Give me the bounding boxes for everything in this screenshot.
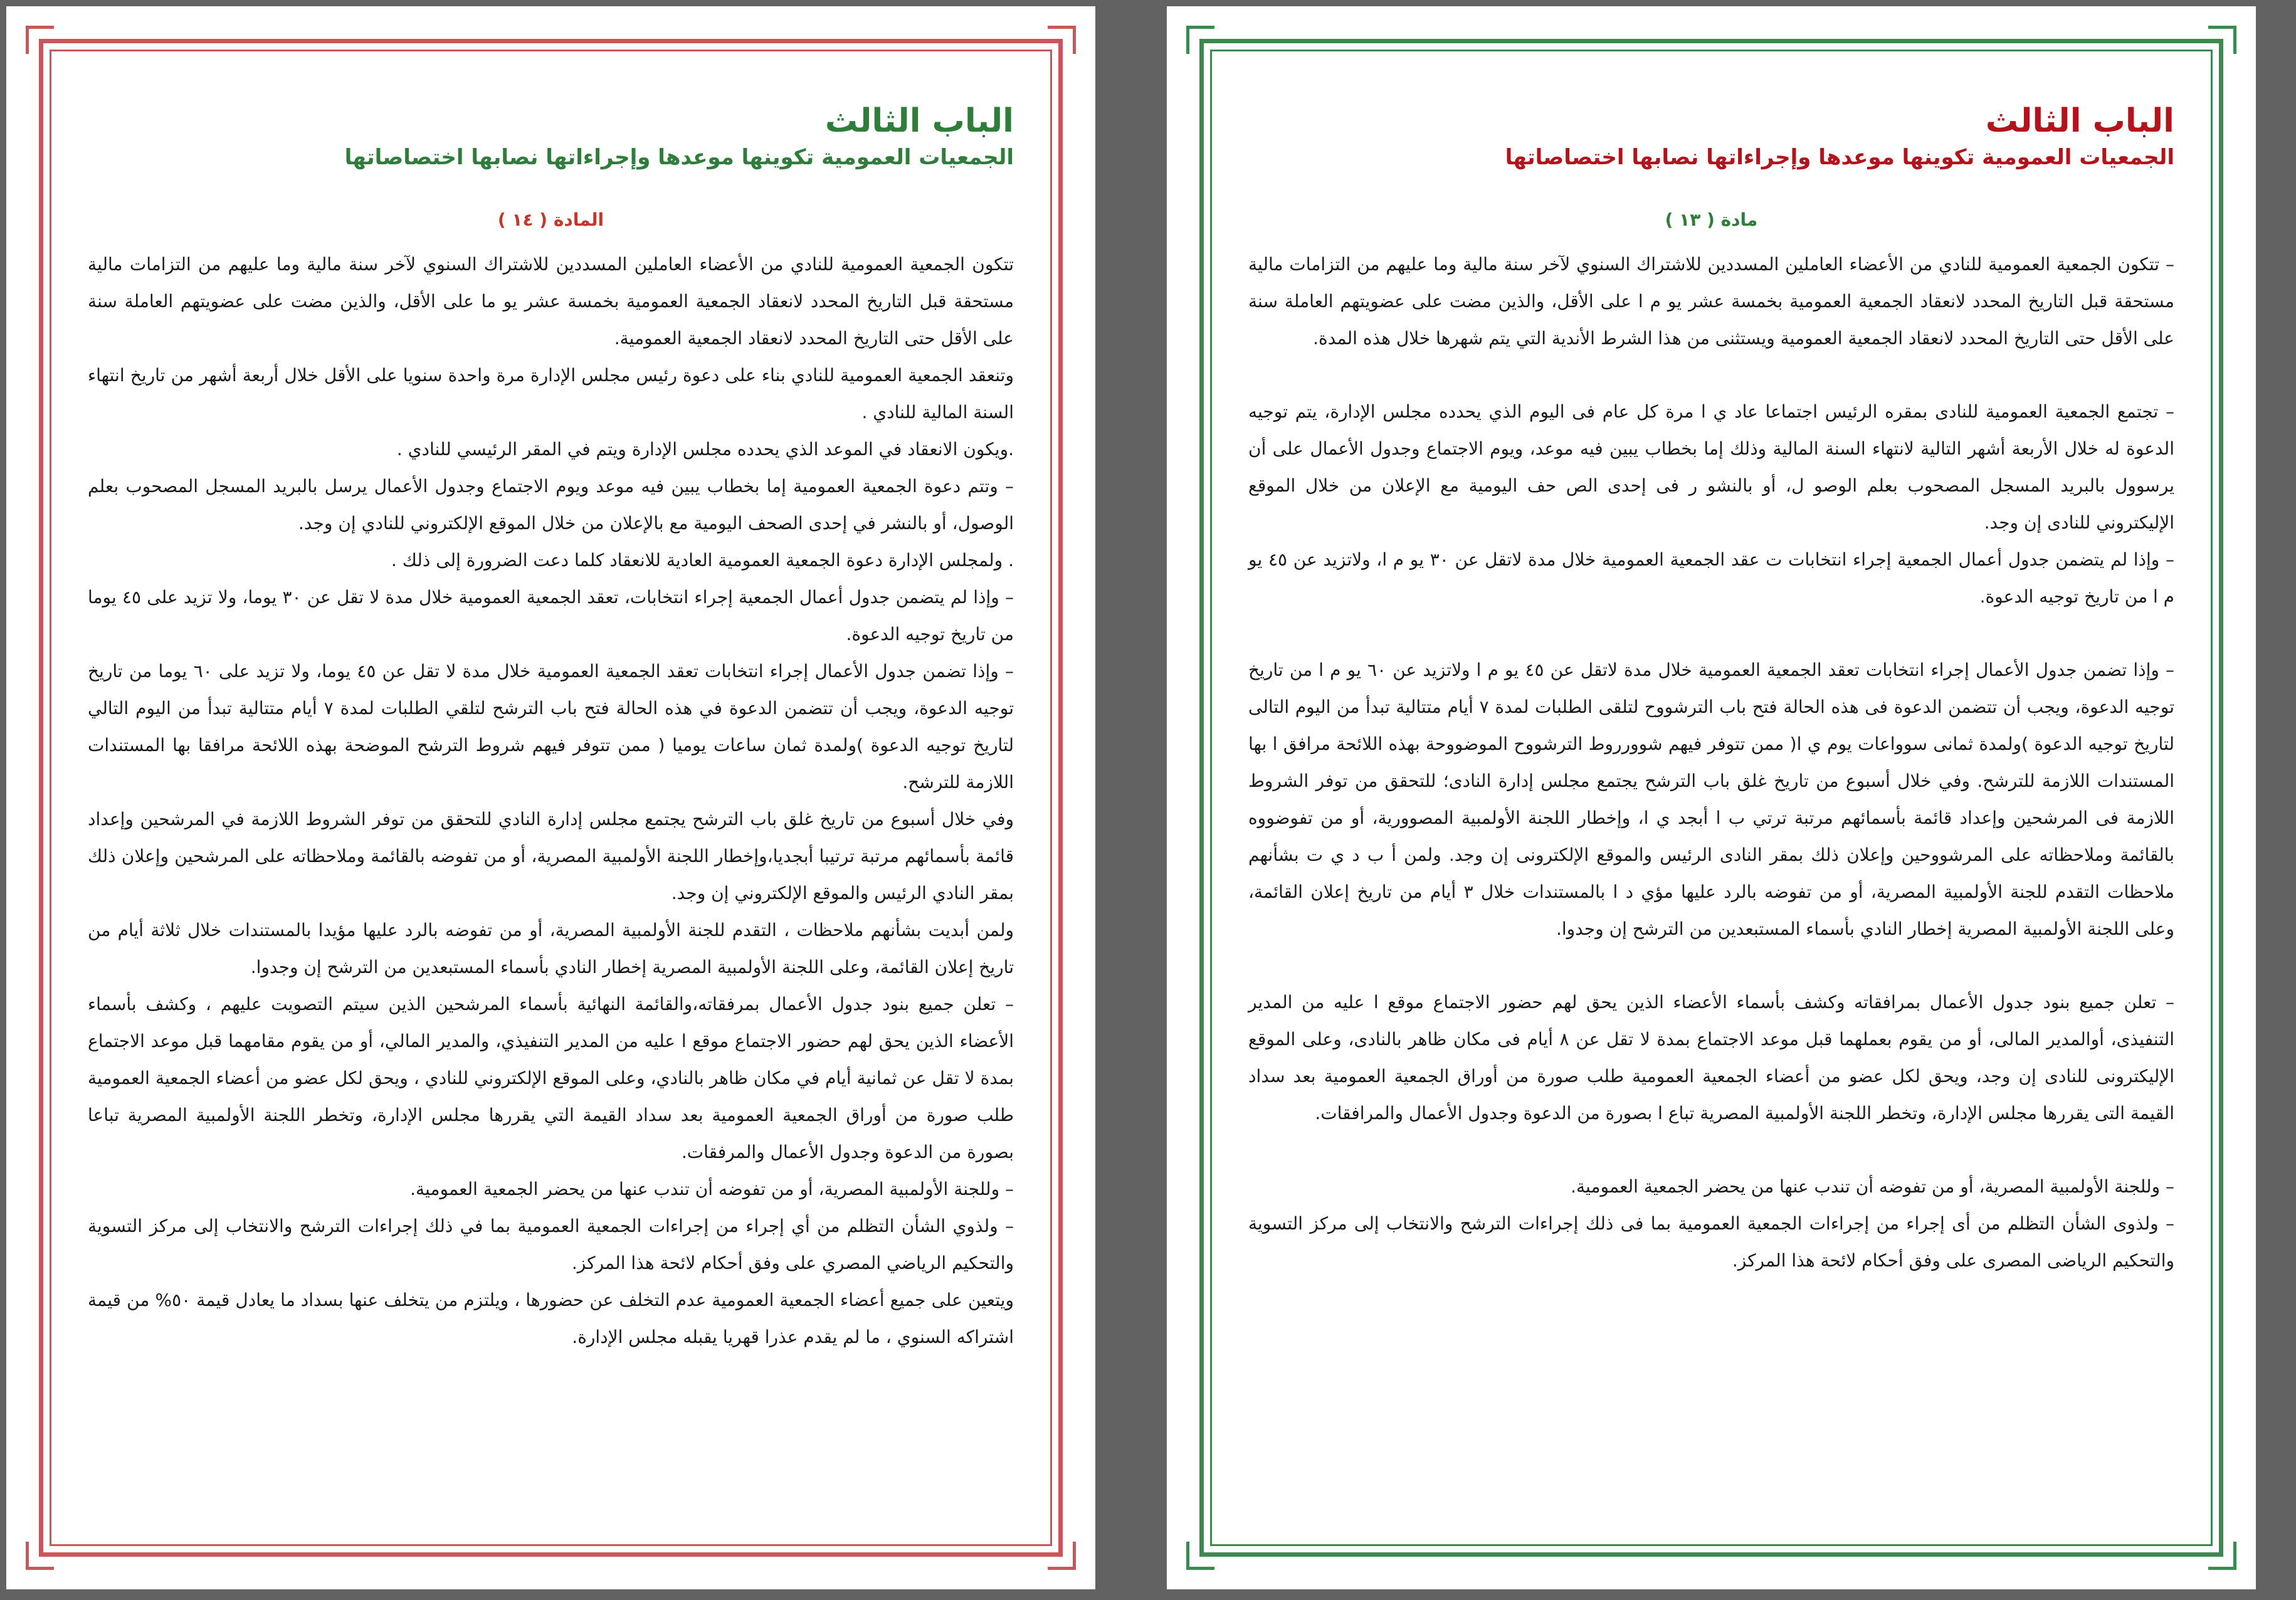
paragraph: تتكون الجمعية العمومية للنادي من الأعضاء العاملين المسددين للاشتراك السنوي لآخر سنة مالية وما عليهم من التزامات مالية مستحقة قبل التاريخ المحدد لانعقاد الجمعية العمومية بخمسة عشر يو ما على الأقل، والذين مضت على عضويتهم العاملة سنة على الأقل حتى التاريخ المحدد لانعقاد الجمعية العمومية.	[88, 253, 1014, 349]
paragraph: – وإذا تضمن جدول الأعمال إجراء انتخابات تعقد الجمعية العمومية خلال مدة لاتقل عن ٤٥ يو م ا ولاتزيد عن ٦٠ يو م ا من تاريخ توجيه الدعوة، ويجب أن تتضمن الدعوة فى هذه الحالة فتح باب الترشووح لتلقى الطلبات لمدة ٧ أيام متتالية تبدأ من اليوم التالى لتاريخ توجيه الدعوة )ولمدة ثمانى سوواعات يوم ي ا( ممن تتوفر فيهم شوورروط الترشووح الموضووحة بهذه اللائحة مرافق ا بها المستندات اللازمة للترشح. وفي خلال أسبوع من تاريخ غلق باب الترشح يجتمع مجلس إدارة النادى؛ للتحقق من توفر الشروط اللازمة فى المرشحين وإعداد قائمة بأسمائهم مرتبة ترتي ب ا أبجد ي ا، وإخطار اللجنة الأولمبية المصوورية، أو من تفوضووه بالقائمة وملاحظاته على المرشووحين وإعلان ذلك بمقر النادى الرئيس والموقع الإلكترونى إن وجد. ولمن أ ب د ي ت بشأنهم ملاحظات التقدم للجنة الأولمبية المصرية، أو من تفوضه بالرد عليها مؤي د ا بالمستندات خلال ٣ أيام من تاريخ إعلان القائمة، وعلى اللجنة الأولمبية المصرية إخطار النادي بأسماء المستبعدين من الترشح إن وجدوا.	[1248, 659, 2175, 939]
paragraph: – تتكون الجمعية العمومية للنادي من الأعضاء العاملين المسددين للاشتراك السنوي لآخر سنة مالية وما عليهم من التزامات مالية مستحقة قبل التاريخ المحدد لانعقاد الجمعية العمومية بخمسة عشر يو م ا على الأقل، والذين مضت على عضويتهم العاملة سنة على الأقل حتى التاريخ المحدد لانعقاد الجمعية العمومية ويستثنى من هذا الشرط الأندية التي يتم شهرها خلال هذه المدة.	[1248, 253, 2174, 349]
paragraph: – تعلن جميع بنود جدول الأعمال بمرافقاته وكشف بأسماء الأعضاء الذين يحق لهم حضور الاجتماع موقع ا عليه من المدير التنفيذى، أوالمدير المالى، أو من يقوم بعملهما قبل موعد الاجتماع بمدة لا تقل عن ٨ أيام فى مكان ظاهر بالنادى، وعلى الموقع الإليكترونى للنادى إن وجد، ويحق لكل عضو من أعضاء الجمعية العمومية طلب صورة من أوراق الجمعية العمومية بعد سداد القيمة التى يقررها مجلس الإدارة، وتخطر اللجنة الأولمبية المصرية تباع ا بصورة من الدعوة وجدول الأعمال والمرافقات.	[1248, 991, 2174, 1124]
paragraph: – وتتم دعوة الجمعية العمومية إما بخطاب يبين فيه موعد ويوم الاجتماع وجدول الأعمال يرسل بالبريد المسجل المصحوب بعلم الوصول، أو بالنشر في إحدى الصحف اليومية مع بالإعلان من خلال الموقع الإلكتروني للنادي إن وجد.	[88, 475, 1014, 534]
chapter-title: الباب الثالث	[824, 102, 1014, 140]
paragraph: وتنعقد الجمعية العمومية للنادي بناء على دعوة رئيس مجلس الإدارة مرة واحدة سنويا على الأقل خلال أربعة أشهر من تاريخ انتهاء السنة المالية للنادي .	[88, 364, 1014, 423]
paragraph: . ولمجلس الإدارة دعوة الجمعية العمومية العادية للانعقاد كلما دعت الضرورة إلى ذلك .	[391, 549, 1014, 571]
chapter-subtitle: الجمعيات العمومية تكوينها موعدها وإجراءاتها نصابها اختصاصاتها	[344, 144, 1014, 170]
paragraph: – تعلن جميع بنود جدول الأعمال بمرفقاته،والقائمة النهائية بأسماء المرشحين الذين سيتم التصويت عليهم ، وكشف بأسماء الأعضاء الذين يحق لهم حضور الاجتماع موقع ا عليه من المدير التنفيذي، والمدير المالي، أو من يقوم مقامهما قبل موعد الاجتماع بمدة لا تقل عن ثمانية أيام في مكان ظاهر بالنادي، وعلى الموقع الإلكتروني للنادي ، ويحق لكل عضو من أعضاء الجمعية العمومية طلب صورة من أوراق الجمعية العمومية بعد سداد القيمة التي يقررها مجلس الإدارة، وتخطر اللجنة الأولمبية المصرية تباعا بصورة من الدعوة وجدول الأعمال والمرفقات.	[88, 993, 1014, 1162]
paragraph: – ولذوي الشأن التظلم من أي إجراء من إجراءات الجمعية العمومية بما في ذلك إجراءات الترشح والانتخاب إلى مركز التسوية والتحكيم الرياضي المصري على وفق أحكام لائحة هذا المركز.	[88, 1215, 1014, 1273]
paragraph: – وللجنة الأولمبية المصرية، أو من تفوضه أن تندب عنها من يحضر الجمعية العمومية.	[1571, 1176, 2174, 1197]
paragraph: – تجتمع الجمعية العمومية للنادى بمقره الرئيس اجتماعا عاد ي ا مرة كل عام فى اليوم الذي يحدده مجلس الإدارة، يتم توجيه الدعوة له خلال الأربعة أشهر التالية لانتهاء السنة المالية وذلك إما بخطاب يبين فيه موعد، ويوم الاجتماع وجدول الأعمال على أن يرسوول بالبريد المسجل المصحوب بعلم الوصو ل، أو بالنشو ر فى إحدى الص حف اليومية مع الإعلان من خلال الموقع الإليكتروني للنادى إن وجد.	[1248, 401, 2174, 533]
paragraph: – وإذا لم يتضمن جدول أعمال الجمعية إجراء انتخابات ت عقد الجمعية العمومية خلال مدة لاتقل عن ٣٠ يو م ا، ولاتزيد عن ٤٥ يو م ا من تاريخ توجيه الدعوة.	[1248, 549, 2174, 607]
chapter-subtitle: الجمعيات العمومية تكوينها موعدها وإجراءاتها نصابها اختصاصاتها	[1505, 144, 2174, 170]
paragraph: ولمن أبديت بشأنهم ملاحظات ، التقدم للجنة الأولمبية المصرية، أو من تفوضه بالرد عليها مؤيدا بالمستندات خلال ثلاثة أيام من تاريخ إعلان القائمة، وعلى اللجنة الأولمبية المصرية إخطار النادي بأسماء المستبعدين من الترشح إن وجدوا.	[88, 919, 1014, 977]
paragraph: – وإذا تضمن جدول الأعمال إجراء انتخابات تعقد الجمعية العمومية خلال مدة لا تقل عن ٤٥ يوما، ولا تزيد على ٦٠ يوما من تاريخ توجيه الدعوة، ويجب أن تتضمن الدعوة في هذه الحالة فتح باب الترشح لتلقي الطلبات لمدة ٧ أيام متتالية تبدأ من اليوم التالي لتاريخ توجيه الدعوة )ولمدة ثمان ساعات يوميا ( ممن تتوفر فيهم شروط الترشح الموضحة بهذه اللائحة مرافقا بها المستندات اللازمة للترشح.	[88, 660, 1014, 792]
paragraph: ويتعين على جميع أعضاء الجمعية العمومية عدم التخلف عن حضورها ، ويلتزم من يتخلف عنها بسداد ما يعادل قيمة ٥٠% من قيمة اشتراكه السنوي ، ما لم يقدم عذرا قهريا يقبله مجلس الإدارة.	[88, 1289, 1014, 1347]
paragraph: وفي خلال أسبوع من تاريخ غلق باب الترشح يجتمع مجلس إدارة النادي للتحقق من توفر الشروط اللازمة في المرشحين وإعداد قائمة بأسمائهم مرتبة ترتيبا أبجديا،وإخطار اللجنة الأولمبية المصرية، أو من تفوضه بالقائمة وملاحظاته على المرشحين وإعلان ذلك بمقر النادي الرئيس والموقع الإلكتروني إن وجد.	[88, 808, 1014, 903]
page-content	[88, 100, 1014, 1355]
article-number: المادة ( ١٤ )	[497, 209, 604, 231]
paragraph: – وإذا لم يتضمن جدول أعمال الجمعية إجراء انتخابات، تعقد الجمعية العمومية خلال مدة لا تقل عن ٣٠ يوما، ولا تزيد على ٤٥ يوما من تاريخ توجيه الدعوة.	[88, 586, 1014, 645]
paragraph: – وللجنة الأولمبية المصرية، أو من تفوضه أن تندب عنها من يحضر الجمعية العمومية.	[410, 1178, 1014, 1199]
paragraph: – ولذوى الشأن التظلم من أى إجراء من إجراءات الجمعية العمومية بما فى ذلك إجراءات الترشح والانتخاب إلى مركز التسوية والتحكيم الرياضى المصرى على وفق أحكام لائحة هذا المركز.	[1248, 1213, 2174, 1271]
document-page-left	[6, 6, 1095, 1589]
document-page-right	[1167, 6, 2256, 1589]
article-number: مادة ( ١٣ )	[1665, 209, 1758, 231]
chapter-title: الباب الثالث	[1985, 102, 2174, 140]
paragraph: .ويكون الانعقاد في الموعد الذي يحدده مجلس الإدارة ويتم في المقر الرئيسي للنادي .	[396, 438, 1014, 460]
page-content	[1248, 100, 2174, 1279]
